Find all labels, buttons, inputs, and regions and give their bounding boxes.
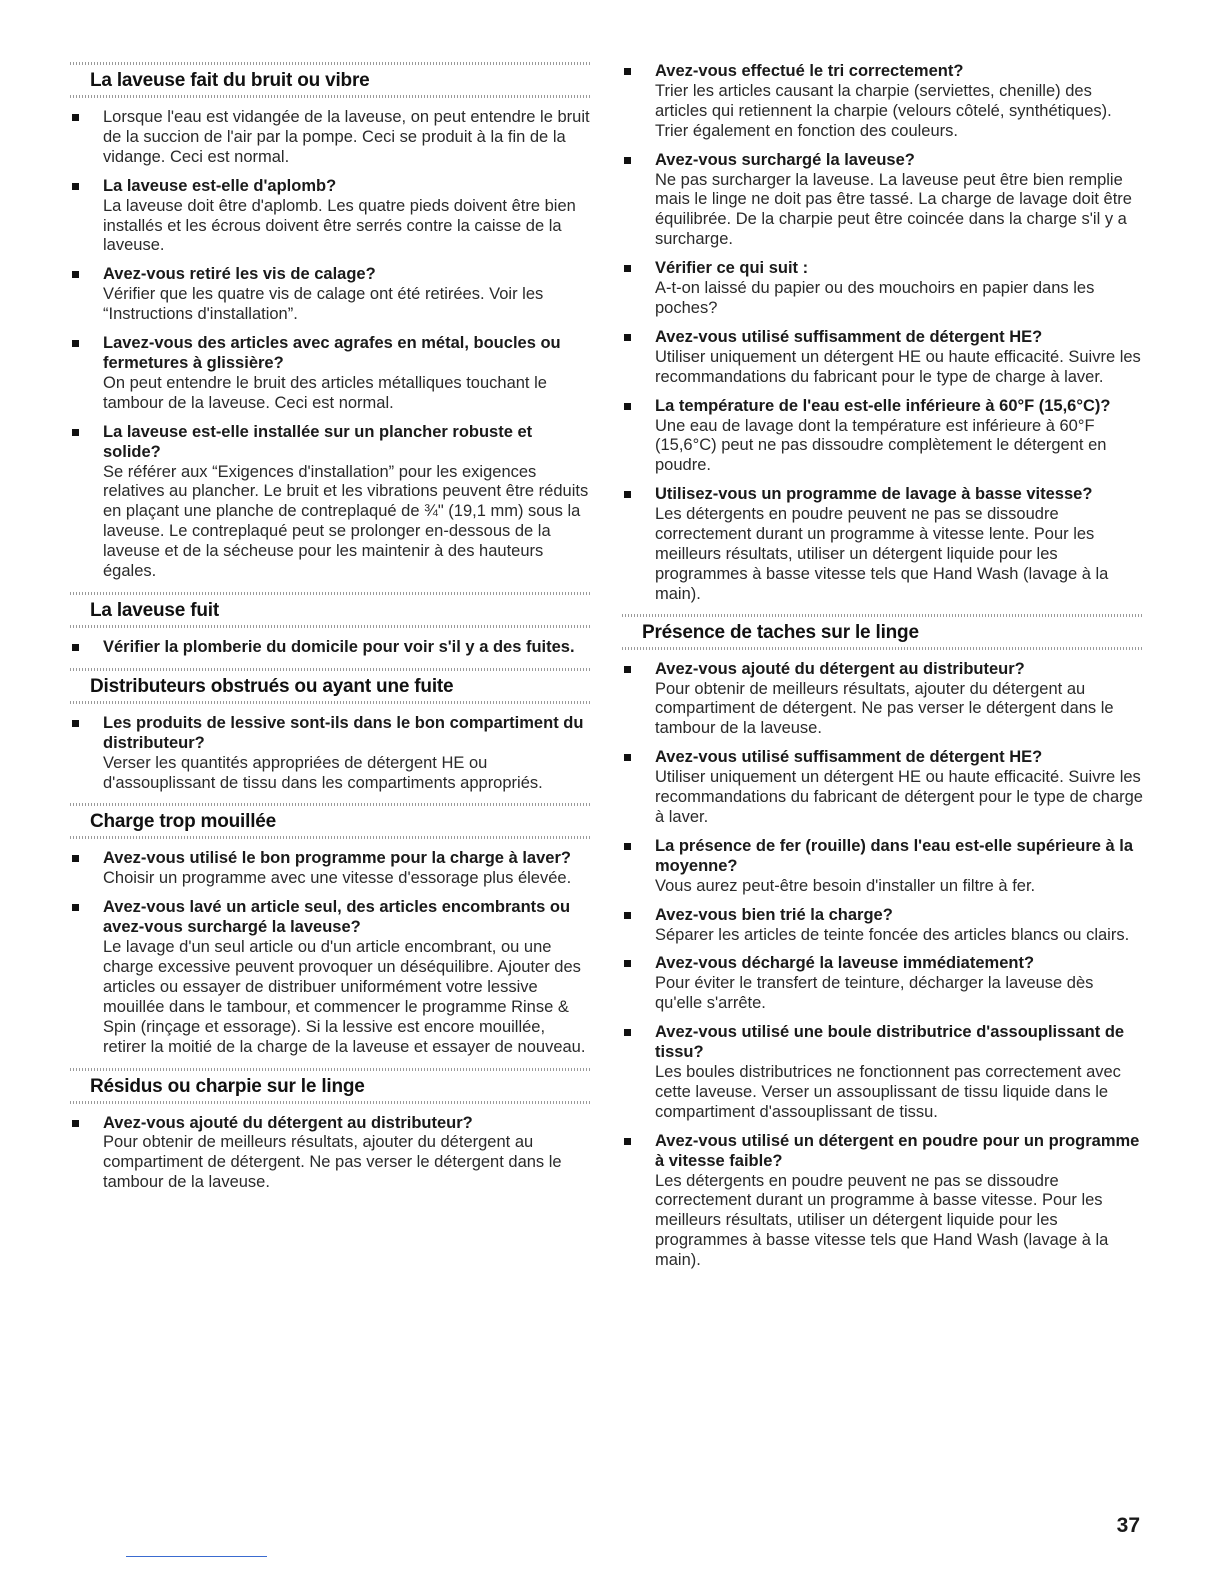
item-answer: Séparer les articles de teinte foncée des articles blancs ou clairs. bbox=[655, 925, 1130, 944]
section bbox=[70, 62, 592, 582]
item-answer: Vérifier que les quatre vis de calage ont été retirées. Voir les “Instructions d'installation”. bbox=[103, 285, 544, 324]
list-item bbox=[622, 748, 1144, 828]
item-answer: Les détergents en poudre peuvent ne pas se dissoudre correctement durant un programme à vitesse lente. Pour les meilleurs résultats, utiliser un détergent liquide pour les programmes à basse vitesse tels que Hand Wash (lavage à la main). bbox=[655, 505, 1109, 603]
item-question: La température de l'eau est-elle inférieure à 60°F (15,6°C)? bbox=[655, 396, 1111, 415]
item-question: Avez-vous ajouté du détergent au distributeur? bbox=[103, 1113, 473, 1132]
section bbox=[70, 1068, 592, 1194]
list-item bbox=[70, 423, 592, 582]
section bbox=[70, 803, 592, 1057]
item-answer: Pour obtenir de meilleurs résultats, ajouter du détergent au compartiment de détergent. Ne pas verser le détergent dans le tambour de la laveuse. bbox=[103, 1133, 562, 1192]
item-answer: Pour éviter le transfert de teinture, décharger la laveuse dès qu'elle s'arrête. bbox=[655, 974, 1094, 1013]
item-answer: Verser les quantités appropriées de détergent HE ou d'assouplissant de tissu dans les compartiments appropriés. bbox=[103, 753, 543, 792]
item-question: Vérifier la plomberie du domicile pour voir s'il y a des fuites. bbox=[103, 637, 575, 656]
item-question: La présence de fer (rouille) dans l'eau est-elle supérieure à la moyenne? bbox=[655, 836, 1134, 875]
section bbox=[70, 592, 592, 658]
list-item bbox=[622, 485, 1144, 604]
item-answer: Trier les articles causant la charpie (serviettes, chenille) des articles qui retiennent la charpie (velours côtelé, synthétiques). Trier également en fonction des couleurs. bbox=[655, 81, 1112, 140]
bullet-icon bbox=[72, 720, 79, 727]
item-answer: A-t-on laissé du papier ou des mouchoirs en papier dans les poches? bbox=[655, 279, 1095, 317]
item-answer: Les détergents en poudre peuvent ne pas se dissoudre correctement durant un programme à basse vitesse. Pour les meilleurs résultats, utiliser un détergent liquide pour les programmes à basse vitesse tels que Hand Wash (lavage à la main). bbox=[655, 1171, 1109, 1270]
list-item bbox=[622, 397, 1144, 477]
item-question: Avez-vous effectué le tri correctement? bbox=[655, 62, 964, 80]
section-title: Résidus ou charpie sur le linge bbox=[90, 1075, 365, 1097]
list-item bbox=[70, 714, 592, 794]
bullet-icon bbox=[72, 904, 79, 911]
bullet-icon bbox=[624, 1138, 631, 1145]
item-answer: Une eau de lavage dont la température est inférieure à 60°F (15,6°C) peut ne pas dissoudre complètement le détergent en poudre. bbox=[655, 416, 1107, 475]
bullet-icon bbox=[624, 1029, 631, 1036]
item-question: Avez-vous surchargé la laveuse? bbox=[655, 150, 915, 169]
right-column bbox=[622, 62, 1144, 1281]
item-answer: Ne pas surcharger la laveuse. La laveuse peut être bien remplie mais le linge ne doit pas être tassé. La charge de lavage doit être équilibrée. De la charpie peut être coincée dans la charge s'il y a surcharge. bbox=[655, 170, 1132, 249]
bullet-icon bbox=[72, 429, 79, 436]
item-answer: La laveuse doit être d'aplomb. Les quatre pieds doivent être bien installés et les écrous doivent être serrés contre la caisse de la laveuse. bbox=[103, 196, 576, 255]
list-item bbox=[622, 1132, 1144, 1271]
item-answer: Utiliser uniquement un détergent HE ou haute efficacité. Suivre les recommandations du fabricant de détergent pour le type de charge à laver. bbox=[655, 768, 1143, 826]
list-item bbox=[70, 1114, 592, 1194]
item-answer: Le lavage d'un seul article ou d'un article encombrant, ou une charge excessive peuvent provoquer un déséquilibre. Ajouter des articles ou essayer de distribuer uniformément votre lessive mouillée dans le tambour, et commencer le programme Rinse & Spin (rinçage et essorage). Si la lessive est encore mouillée, retirer la moitié de la charge de la laveuse et essayer de nouveau. bbox=[103, 938, 586, 1056]
section-title: Présence de taches sur le linge bbox=[642, 621, 919, 643]
bullet-icon bbox=[624, 960, 631, 967]
item-question: Les produits de lessive sont-ils dans le bon compartiment du distributeur? bbox=[103, 713, 584, 752]
section-header bbox=[70, 668, 592, 704]
bullet-icon bbox=[72, 114, 79, 121]
bullet-icon bbox=[624, 666, 631, 673]
list-item bbox=[70, 177, 592, 257]
list-item bbox=[622, 62, 1144, 142]
bullet-icon bbox=[72, 855, 79, 862]
item-question: Avez-vous déchargé la laveuse immédiatement? bbox=[655, 954, 1035, 973]
section-title: Distributeurs obstrués ou ayant une fuite bbox=[90, 675, 454, 697]
bullet-icon bbox=[624, 491, 631, 498]
item-question: Lavez-vous des articles avec agrafes en métal, boucles ou fermetures à glissière? bbox=[103, 334, 561, 372]
list-item bbox=[70, 849, 592, 889]
item-answer: Utiliser uniquement un détergent HE ou haute efficacité. Suivre les recommandations du fabricant pour le type de charge à laver. bbox=[655, 347, 1141, 386]
section-header bbox=[622, 614, 1144, 650]
list-item bbox=[622, 906, 1144, 946]
section-header bbox=[70, 62, 592, 98]
list-item bbox=[70, 265, 592, 325]
section-header bbox=[70, 1068, 592, 1104]
bullet-icon bbox=[624, 265, 631, 272]
section bbox=[622, 614, 1144, 1271]
bullet-icon bbox=[72, 1120, 79, 1127]
list-item bbox=[70, 108, 592, 168]
list-item bbox=[622, 151, 1144, 251]
item-answer: Les boules distributrices ne fonctionnent pas correctement avec cette laveuse. Verser un assouplissant de tissu liquide dans le compartiment d'assouplissant de tissu. bbox=[655, 1062, 1121, 1121]
item-answer: On peut entendre le bruit des articles métalliques touchant le tambour de la laveuse. Ceci est normal. bbox=[103, 373, 547, 412]
list-item bbox=[70, 898, 592, 1057]
bullet-icon bbox=[624, 912, 631, 919]
item-question: La laveuse est-elle installée sur un plancher robuste et solide? bbox=[103, 422, 533, 461]
item-answer: Choisir un programme avec une vitesse d'essorage plus élevée. bbox=[103, 869, 572, 888]
list-item bbox=[622, 1023, 1144, 1123]
section-title: La laveuse fait du bruit ou vibre bbox=[90, 70, 370, 91]
list-item bbox=[622, 660, 1144, 740]
list-item bbox=[622, 328, 1144, 388]
item-question: Avez-vous utilisé le bon programme pour la charge à laver? bbox=[103, 849, 571, 868]
left-column bbox=[70, 62, 592, 1203]
item-question: Avez-vous ajouté du détergent au distributeur? bbox=[655, 659, 1025, 678]
bullet-icon bbox=[624, 754, 631, 761]
list-item bbox=[622, 259, 1144, 319]
list-item bbox=[622, 954, 1144, 1014]
bullet-icon bbox=[624, 843, 631, 850]
item-answer: Se référer aux “Exigences d'installation” pour les exigences relatives au plancher. Le bruit et les vibrations peuvent être réduits en plaçant une planche de contreplaqué de ¾" (19,1 mm) sous la laveuse. Le contreplaqué peut se prolonger en-dessous de la laveuse et de la sécheuse pour les maintenir à des hauteurs égales. bbox=[103, 462, 589, 581]
bullet-icon bbox=[624, 68, 631, 75]
item-question: Avez-vous retiré les vis de calage? bbox=[103, 265, 376, 284]
section bbox=[70, 668, 592, 794]
item-question: Avez-vous utilisé un détergent en poudre pour un programme à vitesse faible? bbox=[655, 1131, 1140, 1170]
section-header bbox=[70, 592, 592, 628]
bullet-icon bbox=[624, 403, 631, 410]
list-item bbox=[70, 334, 592, 414]
bullet-icon bbox=[72, 340, 79, 347]
list-item bbox=[622, 837, 1144, 897]
item-question: La laveuse est-elle d'aplomb? bbox=[103, 176, 337, 195]
item-question: Avez-vous bien trié la charge? bbox=[655, 905, 893, 924]
item-answer: Lorsque l'eau est vidangée de la laveuse, on peut entendre le bruit de la succion de l'air par la pompe. Ceci se produit à la fin de la vidange. Ceci est normal. bbox=[103, 108, 590, 166]
section-title: Charge trop mouillée bbox=[90, 811, 277, 833]
bullet-icon bbox=[72, 183, 79, 190]
item-question: Avez-vous utilisé suffisamment de détergent HE? bbox=[655, 748, 1043, 767]
section-title: La laveuse fuit bbox=[90, 599, 219, 621]
item-question: Vérifier ce qui suit : bbox=[655, 259, 809, 278]
bullet-icon bbox=[624, 334, 631, 341]
item-question: Avez-vous lavé un article seul, des articles encombrants ou avez-vous surchargé la laveuse? bbox=[103, 898, 571, 937]
section-header bbox=[70, 803, 592, 839]
item-answer: Pour obtenir de meilleurs résultats, ajouter du détergent au compartiment de détergent. Ne pas verser le détergent dans le tambour de la laveuse. bbox=[655, 679, 1114, 738]
item-question: Utilisez-vous un programme de lavage à basse vitesse? bbox=[655, 485, 1093, 504]
item-question: Avez-vous utilisé une boule distributrice d'assouplissant de tissu? bbox=[655, 1023, 1125, 1062]
item-answer: Vous aurez peut-être besoin d'installer un filtre à fer. bbox=[655, 876, 1036, 895]
page-number: 37 bbox=[1116, 1514, 1140, 1537]
bullet-icon bbox=[624, 157, 631, 164]
item-question: Avez-vous utilisé suffisamment de détergent HE? bbox=[655, 327, 1043, 346]
bullet-icon bbox=[72, 644, 79, 651]
list-item bbox=[70, 638, 592, 658]
bullet-icon bbox=[72, 271, 79, 278]
footer-rule bbox=[126, 1556, 267, 1557]
